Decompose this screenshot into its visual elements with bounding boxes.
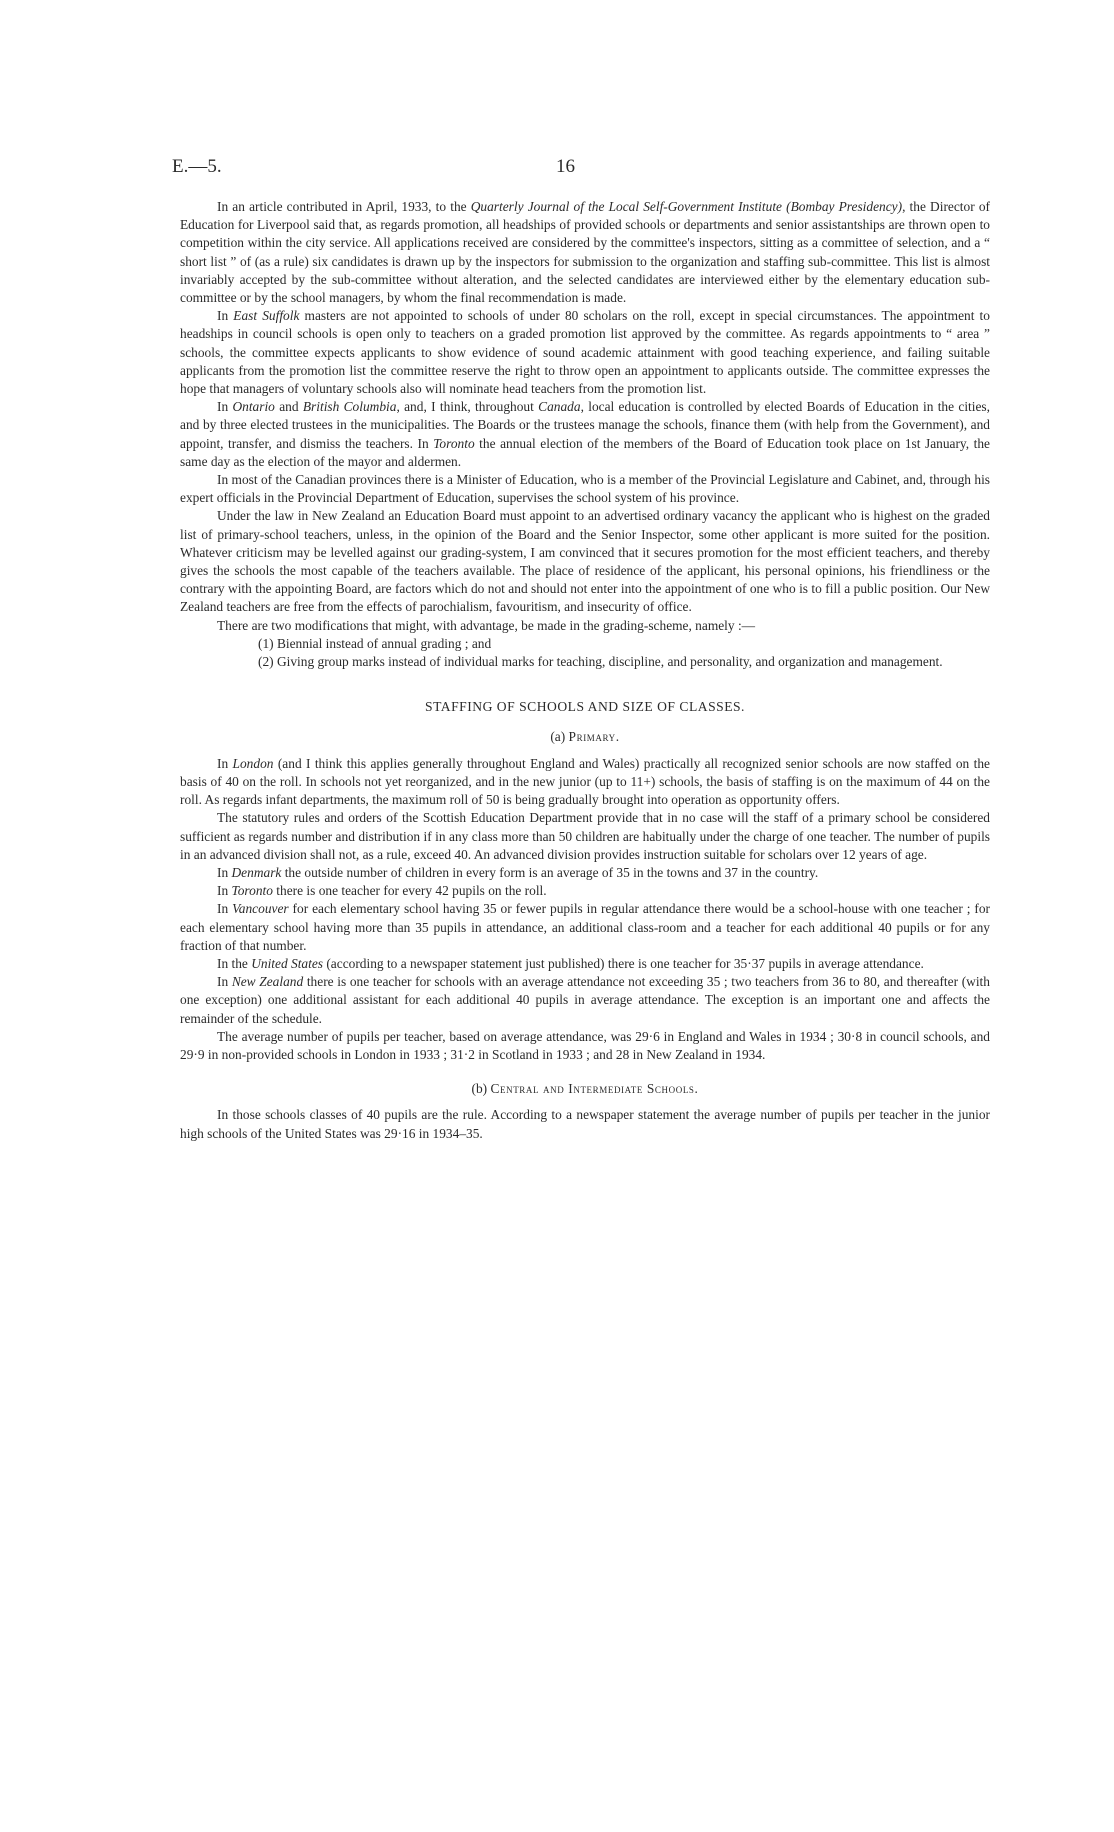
paragraph-denmark [180, 864, 990, 882]
paragraph-ontario [180, 398, 990, 471]
list-item: (2) Giving group marks instead of individual marks for teaching, discipline, and personality, and organization and management. [258, 654, 943, 670]
italic-segment: East Suffolk [233, 308, 300, 324]
paragraph-east-suffolk [180, 307, 990, 398]
italic-segment: Toronto [433, 435, 475, 451]
text-segment: In [217, 755, 233, 771]
text-segment: there is one teacher for schools with an average attendance not exceeding 35 ; two teachers from 36 to 80, and thereafter (with one exception) one additional assistant for each additional 40 pupils in average attendance. The exception is an important one and affects the remainder of the schedule. [180, 974, 990, 1026]
page-body [180, 198, 990, 1143]
text-segment: The average number of pupils per teacher, based on average attendance, was 29·6 in England and Wales in 1934 ; 30·8 in council schools, and 29·9 in non-provided schools in London in 1933 ; 31·2 in Scotland in 1933 ; and 28 in New Zealand in 1934. [180, 1028, 990, 1062]
paragraph-liverpool [180, 198, 990, 307]
text-segment: , local education is controlled by elected Boards of Education in the cities, and by three elected trustees in the municipalities. The Boards or the trustees manage the schools, finance them (with help from the Government), and appoint, transfer, and dismiss the teachers. In [180, 399, 990, 451]
text-segment: The statutory rules and orders of the Scottish Education Department provide that in no case will the staff of a primary school be considered sufficient as regards number and distribution if in any class more than 50 children are habitually under the charge of one teacher. The number of pupils in an advanced division shall not, as a rule, exceed 40. An advanced division provides instruction suitable for scholars over 12 years of age. [180, 810, 990, 862]
paragraph-london [180, 755, 990, 810]
italic-segment: British Columbia [302, 399, 397, 415]
paragraph-united-states [180, 955, 990, 973]
text-segment: masters are not appointed to schools of under 80 scholars on the roll, except in special circumstances. The appointment to headships in council schools is open only to teachers on a graded promotion list approved by the committee. As regards appointments to “ area ” schools, the committee expects applicants to show evidence of sound academic attainment with good teaching experience, and failing suitable applicants from the promotion list the committee reserve the right to throw open an appointment to applicants outside. The committee expresses the hope that managers of voluntary schools also will nominate head teachers from the promotion list. [180, 308, 990, 397]
italic-segment: United States [251, 955, 323, 971]
subheading-label: Primary. [568, 729, 620, 745]
paragraph-average-pupils [180, 1028, 990, 1064]
subheading-central [180, 1080, 990, 1098]
text-segment: In [217, 901, 233, 917]
text-segment: In the [217, 955, 252, 971]
italic-segment: Vancouver [232, 901, 289, 917]
text-segment: there is one teacher for every 42 pupils on the roll. [272, 883, 547, 899]
text-segment: for each elementary school having 35 or fewer pupils in regular attendance there would be a school-house with one teacher ; for each elementary school having more than 35 pupils in attendance, an additional class-room and a teacher for each additional 40 pupils or for any fraction of that number. [180, 901, 990, 953]
paragraph-modifications-intro [180, 617, 990, 635]
text-segment: There are two modifications that might, with advantage, be made in the grading-scheme, namely :— [217, 617, 756, 633]
text-segment: (and I think this applies generally throughout England and Wales) practically all recognized senior schools are now staffed on the basis of 40 on the roll. In schools not yet reorganized, and in the new junior (up to 11+) schools, the basis of staffing is on the maximum of 44 on the roll. As regards infant departments, the maximum roll of 50 is being gradually brought into operation as opportunity offers. [180, 755, 990, 808]
paragraph-new-zealand-law [180, 507, 990, 616]
italic-segment: Quarterly Journal of the Local Self-Government Institute (Bombay Presidency) [470, 199, 903, 214]
italic-segment: Canada [538, 399, 581, 415]
italic-segment: Ontario [232, 399, 275, 415]
document-reference: E.—5. [172, 156, 222, 177]
text-segment: In [217, 308, 234, 324]
text-segment: the outside number of children in every form is an average of 35 in the towns and 37 in the country. [281, 864, 819, 880]
paragraph-scottish [180, 809, 990, 864]
page-header [172, 156, 990, 180]
text-segment: In those schools classes of 40 pupils are the rule. According to a newspaper statement the average number of pupils per teacher in the junior high schools of the United States was 29·16 in 1934–35. [180, 1107, 990, 1141]
page-number: 16 [556, 156, 575, 177]
text-segment: , and, I think, throughout [396, 399, 539, 415]
text-segment: Under the law in New Zealand an Education Board must appoint to an advertised ordinary vacancy the applicant who is highest on the graded list of primary-school teachers, unless, in the opinion of the Board and the Senior Inspector, some other applicant is more suited for the position. Whatever criticism may be levelled against our grading-system, I am convinced that it secures promotion for the most efficient teachers, and thereby gives the schools the most capable of the teachers available. The place of residence of the applicant, his personal opinions, his friendliness or the contrary with the appointing Board, are factors which do not and should not enter into the appointment of one who is to fill a public position. Our New Zealand teachers are free from the effects of parochialism, favouritism, and insecurity of office. [180, 508, 990, 615]
text-segment: In most of the Canadian provinces there is a Minister of Education, who is a member of the Provincial Legislature and Cabinet, and, through his expert officials in the Provincial Department of Education, supervises the school system of his province. [180, 472, 990, 506]
paragraph-canadian-provinces [180, 471, 990, 507]
text-segment: In an article contributed in April, 1933, to the [217, 199, 471, 214]
text-segment: In [217, 864, 232, 880]
italic-segment: New Zealand [231, 974, 304, 990]
text-segment: , the Director of Education for Liverpool said that, as regards promotion, all headships of provided schools or departments and senior assistantships are thrown open to competition within the city service. All applications received are considered by the committee's inspectors, sitting as a committee of selection, and a “ short list ” of (as a rule) six candidates is drawn up by the inspectors for submission to the organization and staffing sub-committee. This list is almost invariably accepted by the sub-committee without alteration, and the selected candidates are interviewed either by the elementary education sub-committee or by the school managers, by whom the final recommendation is made. [180, 199, 990, 306]
text-segment: In [217, 883, 232, 899]
list-item: (1) Biennial instead of annual grading ; and [258, 635, 492, 651]
paragraph-central-schools [180, 1106, 990, 1142]
subheading-label: Central and Intermediate Schools. [490, 1081, 699, 1097]
text-segment: (according to a newspaper statement just published) there is one teacher for 35·37 pupils in average attendance. [323, 955, 924, 971]
subheading-primary [180, 728, 990, 746]
text-segment: In [217, 399, 233, 415]
paragraph-new-zealand [180, 973, 990, 1028]
paragraph-vancouver [180, 900, 990, 955]
italic-segment: Toronto [231, 883, 273, 899]
italic-segment: Denmark [231, 864, 282, 880]
subheading-prefix: (a) [550, 729, 569, 745]
italic-segment: London [232, 755, 274, 771]
text-segment: the annual election of the members of the Board of Education took place on 1st January, the same day as the election of the mayor and aldermen. [180, 435, 990, 469]
text-segment: In [217, 974, 232, 990]
text-segment: and [274, 399, 303, 415]
paragraph-toronto [180, 882, 990, 900]
subheading-prefix: (b) [471, 1081, 491, 1097]
section-heading: STAFFING OF SCHOOLS AND SIZE OF CLASSES. [425, 699, 745, 715]
modifications-list [180, 635, 990, 671]
